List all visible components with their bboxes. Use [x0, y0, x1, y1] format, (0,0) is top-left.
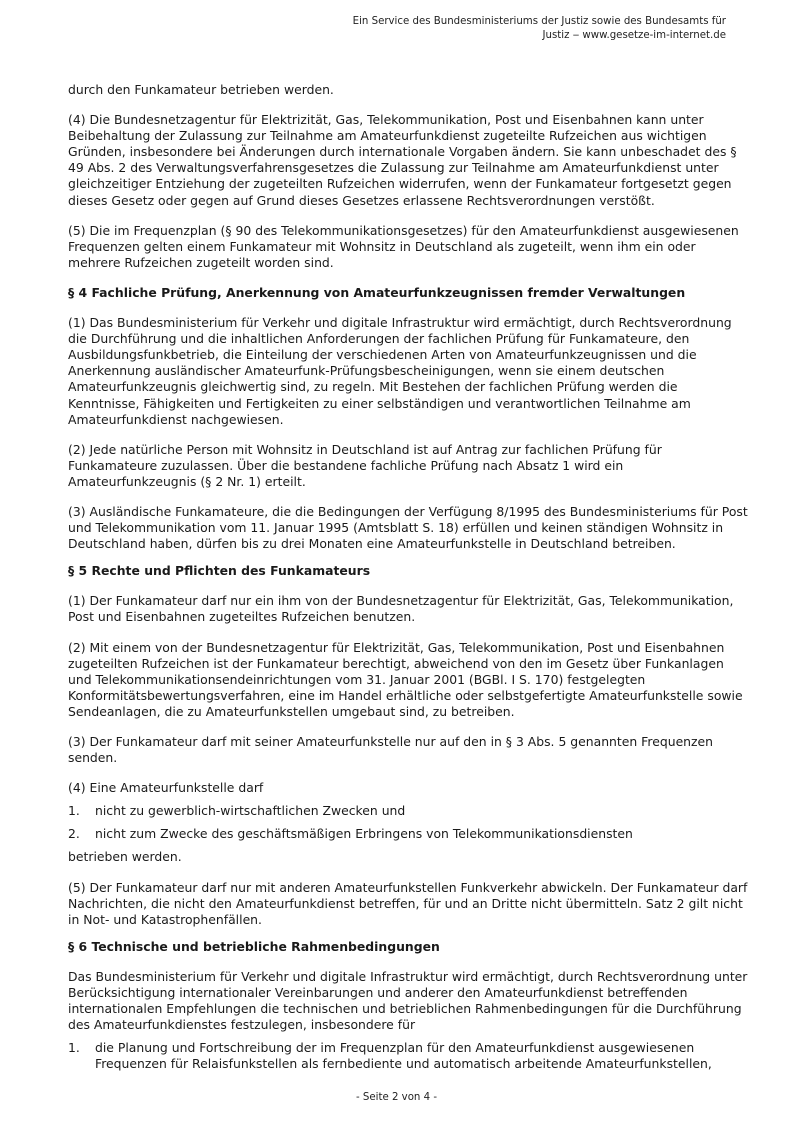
- list-item-number: 1.: [68, 803, 80, 819]
- s4-paragraph-3: (3) Ausländische Funkamateure, die die Bedingungen der Verfügung 8/1995 des Bundesministeriums für Post und Telekommunikation vom 11. Januar 1995 (Amtsblatt S. 18) erfüllen und keinen ständigen Wohnsitz in Deutschland haben, dürfen bis zu drei Monaten eine Amateurfunkstelle in Deutschland betreiben.: [68, 503, 748, 552]
- s5-heading: § 5 Rechte und Pflichten des Funkamateurs: [68, 563, 371, 579]
- s3-paragraph-5: (5) Die im Frequenzplan (§ 90 des Telekommunikationsgesetzes) für den Amateurfunkdienst ausgewiesenen Frequenzen gelten einem Funkamateur mit Wohnsitz in Deutschland als zugeteilt, wenn ihm ein oder mehrere Rufzeichen zugeteilt worden sind.: [68, 222, 739, 270]
- page-header: [326, 15, 726, 42]
- s4-heading: § 4 Fachliche Prüfung, Anerkennung von Amateurfunkzeugnissen fremder Verwaltungen: [68, 284, 686, 300]
- document-body: [68, 82, 748, 1080]
- s5-paragraph-3: (3) Der Funkamateur darf mit seiner Amateurfunkstelle nur auf den in § 3 Abs. 5 genannten Frequenzen senden.: [68, 734, 714, 766]
- list-item-text: nicht zum Zwecke des geschäftsmäßigen Erbringens von Telekommunikationsdiensten: [95, 826, 633, 842]
- list-item-number: 2.: [68, 826, 80, 842]
- list-item: [68, 803, 748, 819]
- header-website-line: Justiz ‒ www.gesetze-im-internet.de: [542, 29, 726, 41]
- s5-paragraph-5: (5) Der Funkamateur darf nur mit anderen Amateurfunkstellen Funkverkehr abwickeln. Der Funkamateur darf Nachrichten, die nicht den Amateurfunkdienst betreffen, für und an Dritte nicht übermitteln. Satz 2 gilt nicht in Not- und Katastrophenfällen.: [68, 879, 748, 927]
- s3-paragraph-4: (4) Die Bundesnetzagentur für Elektrizität, Gas, Telekommunikation, Post und Eisenbahnen kann unter Beibehaltung der Zulassung zur Teilnahme am Amateurfunkdienst zugeteilte Rufzeichen aus wichtigen Gründen, insbesondere bei Änderungen durch internationale Vorgaben ändern. Sie kann unbeschadet des § 49 Abs. 2 des Verwaltungsverfahrensgesetzes die Zulassung zur Teilnahme am Amateurfunkdienst unter gleichzeitiger Entziehung der zugeteilten Rufzeichen widerrufen, wenn der Funkamateur fortgesetzt gegen dieses Gesetz oder gegen auf Grund dieses Gesetzes erlassene Rechtsverordnungen verstößt.: [68, 112, 737, 208]
- list-item: [68, 826, 748, 842]
- s5-paragraph-2: (2) Mit einem von der Bundesnetzagentur für Elektrizität, Gas, Telekommunikation, Post und Eisenbahnen zugeteilten Rufzeichen ist der Funkamateur berechtigt, abweichend von den im Gesetz über Funkanlagen und Telekommunikationsendeinrichtungen vom 31. Januar 2001 (BGBl. I S. 170) festgelegten Konformitätsbewertungsverfahren, eine im Handel erhältliche oder selbstgefertigte Amateurfunkstelle sowie Sendeanlagen, die zu Amateurfunkstellen umgebaut sind, zu betreiben.: [68, 639, 743, 719]
- s6-list: [68, 1040, 748, 1072]
- list-item-text: die Planung und Fortschreibung der im Frequenzplan für den Amateurfunkdienst ausgewiesenen Frequenzen für Relaisfunkstellen als fernbediente und automatisch arbeitende Amateurfunkstellen,: [95, 1040, 712, 1072]
- list-item-text: nicht zu gewerblich-wirtschaftlichen Zwecken und: [95, 803, 406, 819]
- s5-paragraph-4-list: [68, 803, 748, 842]
- continuation-text: durch den Funkamateur betrieben werden.: [68, 82, 334, 97]
- page-number: - Seite 2 von 4 -: [355, 1092, 438, 1103]
- s6-heading: § 6 Technische und betriebliche Rahmenbedingungen: [68, 938, 440, 954]
- s6-intro: Das Bundesministerium für Verkehr und digitale Infrastruktur wird ermächtigt, durch Rechtsverordnung unter Berücksichtigung internationaler Vereinbarungen und anderer den Amateurfunkdienst betreffenden internationalen Empfehlungen die technischen und betrieblichen Rahmenbedingungen für die Durchführung des Amateurfunkdienstes festzulegen, insbesondere für: [68, 968, 748, 1033]
- s5-paragraph-4-intro: (4) Eine Amateurfunkstelle darf: [68, 780, 264, 796]
- s4-paragraph-2: (2) Jede natürliche Person mit Wohnsitz in Deutschland ist auf Antrag zur fachlichen Prüfung für Funkamateure zuzulassen. Über die bestandene fachliche Prüfung nach Absatz 1 wird ein Amateurfunkzeugnis (§ 2 Nr. 1) erteilt.: [68, 441, 662, 489]
- s5-paragraph-4-outro: betrieben werden.: [68, 849, 182, 865]
- s4-paragraph-1: (1) Das Bundesministerium für Verkehr und digitale Infrastruktur wird ermächtigt, durch Rechtsverordnung die Durchführung und die inhaltlichen Anforderungen der fachlichen Prüfung für Funkamateure, den Ausbildungsfunkbetrieb, die Einteilung der verschiedenen Arten von Amateurfunkzeugnissen und die Anerkennung ausländischer Amateurfunk-Prüfungsbescheinigungen, wenn sie einem deutschen Amateurfunkzeugnis gleichwertig sind, zu regeln. Mit Bestehen der fachlichen Prüfung werden die Kenntnisse, Fähigkeiten und Fertigkeiten zu einer selbständigen und verantwortlichen Teilnahme am Amateurfunkdienst nachgewiesen.: [68, 315, 732, 427]
- list-item: [68, 1040, 748, 1072]
- header-service-line: Ein Service des Bundesministeriums der Justiz sowie des Bundesamts für: [352, 16, 726, 27]
- s5-paragraph-1: (1) Der Funkamateur darf nur ein ihm von der Bundesnetzagentur für Elektrizität, Gas, Telekommunikation, Post und Eisenbahnen zugeteiltes Rufzeichen benutzen.: [68, 593, 734, 625]
- list-item-number: 1.: [68, 1040, 80, 1056]
